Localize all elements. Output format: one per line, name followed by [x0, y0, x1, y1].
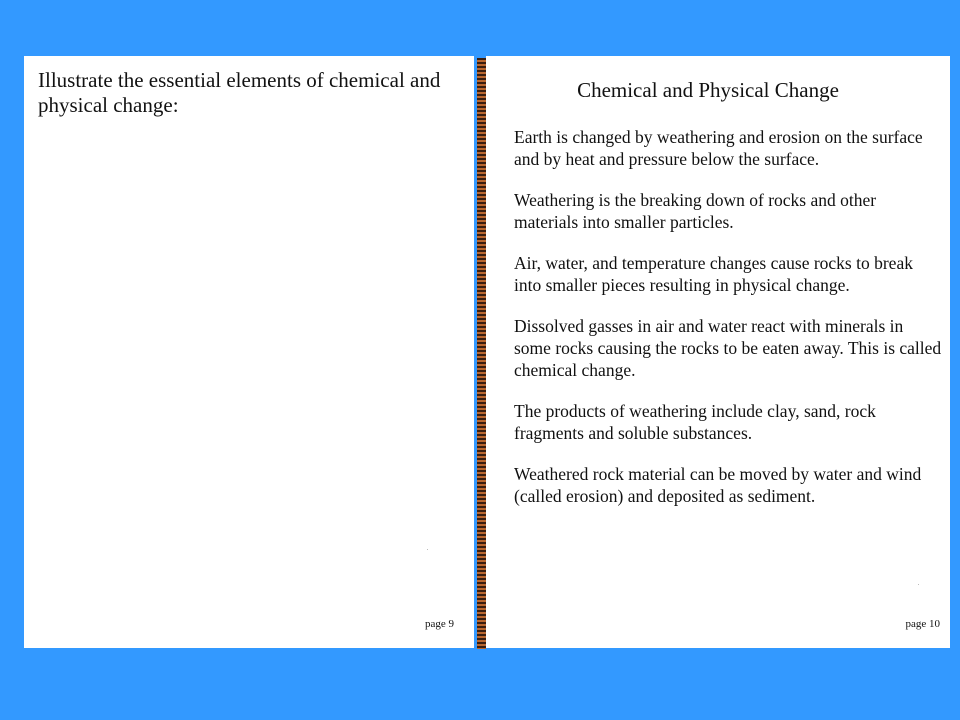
illustration-prompt: Illustrate the essential elements of chemical and physical change: — [38, 68, 441, 117]
right-page-number: page 10 — [905, 618, 940, 630]
paragraph: The products of weathering include clay, sand, rock fragments and soluble substances. — [514, 401, 876, 443]
paragraph-list — [514, 126, 944, 526]
paragraph: Earth is changed by weathering and erosion on the surface and by heat and pressure below the surface. — [514, 127, 923, 169]
page-title: Chemical and Physical Change — [577, 78, 839, 102]
paragraph: Weathered rock material can be moved by water and wind (called erosion) and deposited as sediment. — [514, 464, 922, 506]
scan-speck — [918, 584, 919, 585]
book-spine — [477, 58, 486, 649]
scan-speck — [427, 549, 428, 550]
paragraph: Dissolved gasses in air and water react with minerals in some rocks causing the rocks to be eaten away. This is called chemical change. — [514, 316, 942, 380]
paragraph: Air, water, and temperature changes cause rocks to break into smaller pieces resulting in physical change. — [514, 253, 913, 295]
left-page — [24, 56, 474, 648]
right-page — [486, 56, 950, 648]
paragraph: Weathering is the breaking down of rocks and other materials into smaller particles. — [514, 190, 877, 232]
left-page-number: page 9 — [424, 618, 454, 630]
